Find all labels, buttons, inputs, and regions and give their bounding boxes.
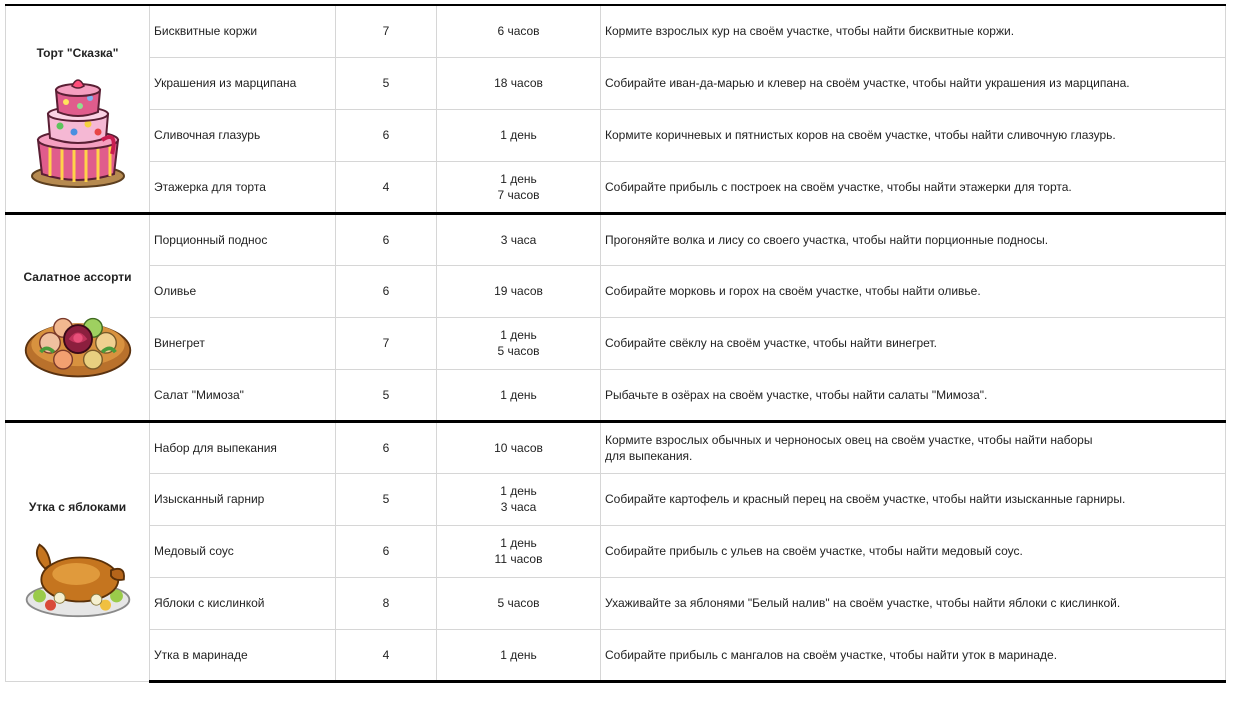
time-line: 11 часов xyxy=(494,552,543,566)
time-line: 3 часа xyxy=(500,232,537,247)
table-row xyxy=(6,5,1226,57)
how-to-find-line: Прогоняйте волка и лису со своего участка, чтобы найти порционные подносы. xyxy=(605,232,1049,247)
quantity-value: 7 xyxy=(382,24,390,39)
item-cell xyxy=(150,525,336,577)
table-row xyxy=(6,369,1226,421)
time-line: 18 часов xyxy=(494,76,543,90)
item-cell xyxy=(150,109,336,161)
quantity-value: 6 xyxy=(382,232,390,247)
item-name: Яблоки с кислинкой xyxy=(154,596,265,610)
time-cell xyxy=(437,57,601,109)
item-name: Медовый соус xyxy=(154,544,234,558)
item-name: Сливочная глазурь xyxy=(154,128,261,142)
item-cell xyxy=(150,265,336,317)
item-name: Изысканный гарнир xyxy=(154,492,265,506)
salad-platter-icon-graphic xyxy=(22,298,134,382)
item-cell xyxy=(150,5,336,57)
quantity-cell xyxy=(336,629,437,681)
time-line: 7 часов xyxy=(497,187,540,202)
how-to-find-cell xyxy=(601,629,1226,681)
item-cell xyxy=(150,317,336,369)
quantity-value: 6 xyxy=(382,128,390,142)
how-to-find-cell xyxy=(601,265,1226,317)
item-name: Бисквитные коржи xyxy=(154,24,258,39)
dish-title: Утка с яблоками xyxy=(28,500,127,514)
time-cell xyxy=(437,369,601,421)
how-to-find-line: для выпекания. xyxy=(605,448,693,463)
how-to-find-cell xyxy=(601,5,1226,57)
how-to-find-line: Собирайте прибыль с построек на своём участке, чтобы найти этажерки для торта. xyxy=(605,179,1072,194)
item-name: Украшения из марципана xyxy=(154,76,297,90)
quantity-cell xyxy=(336,525,437,577)
quantity-value: 5 xyxy=(382,76,390,90)
table-row xyxy=(6,109,1226,161)
time-cell xyxy=(437,109,601,161)
item-name: Салат "Мимоза" xyxy=(154,387,244,402)
time-cell xyxy=(437,213,601,265)
layered-cake-icon xyxy=(28,74,128,192)
quantity-value: 5 xyxy=(382,492,390,506)
quantity-cell xyxy=(336,317,437,369)
how-to-find-line: Собирайте прибыль с мангалов на своём участке, чтобы найти уток в маринаде. xyxy=(605,647,1058,662)
quantity-value: 4 xyxy=(382,179,390,194)
item-cell xyxy=(150,577,336,629)
time-line: 10 часов xyxy=(494,440,543,455)
table-row xyxy=(6,57,1226,109)
item-name: Этажерка для торта xyxy=(154,179,266,194)
quantity-cell xyxy=(336,265,437,317)
how-to-find-cell xyxy=(601,577,1226,629)
dish-block xyxy=(10,250,145,385)
how-to-find-line: Кормите взрослых обычных и черноносых овец на своём участке, чтобы найти наборы xyxy=(605,432,1093,447)
how-to-find-line: Собирайте иван-да-марью и клевер на своём участке, чтобы найти украшения из марципана. xyxy=(605,76,1130,90)
time-line: 19 часов xyxy=(494,284,543,298)
how-to-find-line: Собирайте морковь и горох на своём участке, чтобы найти оливье. xyxy=(605,284,981,298)
quantity-cell xyxy=(336,369,437,421)
item-cell xyxy=(150,421,336,473)
time-cell xyxy=(437,525,601,577)
time-line: 5 часов xyxy=(497,344,540,358)
how-to-find-cell xyxy=(601,109,1226,161)
quantity-cell xyxy=(336,5,437,57)
how-to-find-cell xyxy=(601,421,1226,473)
time-line: 1 день xyxy=(500,387,537,402)
time-cell xyxy=(437,421,601,473)
quantity-cell xyxy=(336,421,437,473)
layered-cake-icon-graphic xyxy=(28,74,128,189)
item-cell xyxy=(150,57,336,109)
roast-duck-icon xyxy=(23,528,133,623)
item-cell xyxy=(150,473,336,525)
time-cell xyxy=(437,629,601,681)
item-cell xyxy=(150,629,336,681)
item-name: Оливье xyxy=(154,284,197,298)
table-row xyxy=(6,317,1226,369)
dish-title: Салатное ассорти xyxy=(23,269,132,284)
how-to-find-cell xyxy=(601,369,1226,421)
quantity-cell xyxy=(336,577,437,629)
time-line: 3 часа xyxy=(500,500,537,514)
quantity-value: 5 xyxy=(382,387,390,402)
quantity-cell xyxy=(336,473,437,525)
table-row xyxy=(6,473,1226,525)
time-cell xyxy=(437,265,601,317)
table-row xyxy=(6,161,1226,213)
time-line: 5 часов xyxy=(497,596,540,610)
time-line: 6 часов xyxy=(497,24,540,39)
time-line: 1 день xyxy=(500,484,537,498)
quantity-value: 6 xyxy=(382,284,390,298)
roast-duck-icon-graphic xyxy=(23,528,133,620)
how-to-find-line: Рыбачьте в озёрах на своём участке, чтобы найти салаты "Мимоза". xyxy=(605,387,988,402)
quantity-cell xyxy=(336,161,437,213)
time-line: 1 день xyxy=(500,328,537,342)
how-to-find-cell xyxy=(601,213,1226,265)
table-row xyxy=(6,213,1226,265)
dish-block xyxy=(10,480,145,623)
salad-platter-icon xyxy=(22,298,134,385)
time-cell xyxy=(437,161,601,213)
how-to-find-line: Собирайте прибыль с ульев на своём участке, чтобы найти медовый соус. xyxy=(605,544,1023,558)
how-to-find-cell xyxy=(601,473,1226,525)
time-line: 1 день xyxy=(500,128,537,142)
how-to-find-cell xyxy=(601,525,1226,577)
how-to-find-cell xyxy=(601,161,1226,213)
item-cell xyxy=(150,213,336,265)
quantity-cell xyxy=(336,109,437,161)
how-to-find-line: Собирайте картофель и красный перец на своём участке, чтобы найти изысканные гарниры. xyxy=(605,492,1126,506)
item-name: Винегрет xyxy=(154,336,205,350)
table-row xyxy=(6,577,1226,629)
table-row xyxy=(6,265,1226,317)
quantity-cell xyxy=(336,57,437,109)
item-cell xyxy=(150,161,336,213)
dish-cell xyxy=(6,5,150,213)
time-cell xyxy=(437,473,601,525)
quantity-value: 7 xyxy=(382,336,390,350)
recipe-table-body xyxy=(6,5,1226,681)
quantity-value: 6 xyxy=(382,544,390,558)
how-to-find-line: Ухаживайте за яблонями "Белый налив" на своём участке, чтобы найти яблоки с кислинкой. xyxy=(605,596,1121,610)
time-line: 1 день xyxy=(500,171,537,186)
item-name: Набор для выпекания xyxy=(154,440,277,455)
dish-cell xyxy=(6,213,150,421)
time-cell xyxy=(437,5,601,57)
item-cell xyxy=(150,369,336,421)
item-name: Порционный поднос xyxy=(154,232,268,247)
time-cell xyxy=(437,577,601,629)
how-to-find-line: Кормите коричневых и пятнистых коров на своём участке, чтобы найти сливочную глазурь. xyxy=(605,128,1116,142)
item-name: Утка в маринаде xyxy=(154,647,248,662)
quantity-value: 8 xyxy=(382,596,390,610)
how-to-find-line: Собирайте свёклу на своём участке, чтобы найти винегрет. xyxy=(605,336,937,350)
table-row xyxy=(6,525,1226,577)
dish-title: Торт "Сказка" xyxy=(36,45,119,60)
table-row xyxy=(6,629,1226,681)
dish-cell xyxy=(6,421,150,681)
how-to-find-line: Кормите взрослых кур на своём участке, чтобы найти бисквитные коржи. xyxy=(605,24,1015,39)
how-to-find-cell xyxy=(601,57,1226,109)
how-to-find-cell xyxy=(601,317,1226,369)
table-row xyxy=(6,421,1226,473)
time-line: 1 день xyxy=(500,647,537,662)
quantity-value: 6 xyxy=(382,440,390,455)
dish-block xyxy=(10,26,145,192)
quantity-value: 4 xyxy=(382,647,390,662)
time-line: 1 день xyxy=(500,536,537,550)
quantity-cell xyxy=(336,213,437,265)
time-cell xyxy=(437,317,601,369)
recipe-table xyxy=(5,4,1226,683)
